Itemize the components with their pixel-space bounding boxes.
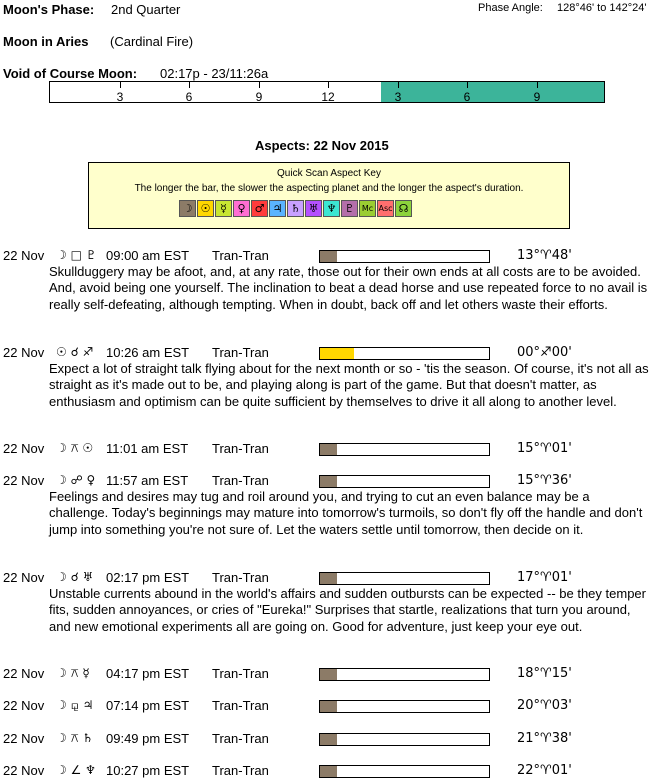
entry-date: 22 Nov [3,731,45,746]
moon-phase-label: Moon's Phase: [3,2,95,17]
entry-aspect-glyphs: ☽ ⚻ ☿ [56,666,90,680]
entry-duration-fill [320,573,337,584]
entry-duration-bar [319,765,490,778]
entry-position: 21°♈38' [517,731,572,746]
neptune-icon: ♆ [323,200,340,217]
entry-type: Tran-Tran [212,248,269,263]
voc-tick [537,82,538,88]
voc-tick-label: 9 [255,90,263,104]
voc-tick [120,82,121,88]
voc-tick-label: 12 [321,90,335,104]
entry-aspect-glyphs: ☽ ⚻ ☉ [56,441,94,455]
entry-duration-fill [320,701,337,712]
voc-tick [259,82,260,88]
aspects-title: Aspects: 22 Nov 2015 [255,138,389,153]
entry-date: 22 Nov [3,763,45,778]
entry-position: 15°♈36' [517,473,572,488]
entry-duration-fill [320,669,337,680]
void-of-course-label: Void of Course Moon: [3,66,138,81]
entry-date: 22 Nov [3,473,45,488]
entry-type: Tran-Tran [212,473,269,488]
entry-duration-fill [320,476,337,487]
entry-duration-fill [320,766,337,777]
venus-icon: ♀ [233,200,250,217]
entry-position: 13°♈48' [517,248,572,263]
entry-duration-fill [320,444,337,455]
entry-type: Tran-Tran [212,731,269,746]
entry-time: 02:17 pm EST [106,570,190,585]
entry-time: 10:27 pm EST [106,763,190,778]
aspect-key-swatches [179,200,413,217]
aspect-key-box [88,162,570,229]
voc-tick-label: 3 [394,90,402,104]
uranus-icon: ♅ [305,200,322,217]
entry-description: Unstable currents abound in the world's affairs and sudden outbursts can be expected -- be they temper fits, sudden annoyances, or cries of "Eureka!" Surprises that startle, realizations that turn you around, and new emotional experiments all are going on. Good for adventure, just keep your eye out. [49,586,646,634]
entry-description: Feelings and desires may tug and roil around you, and trying to cut an even balance may be a challenge. Today's beginnings may mature into tomorrow's turmoils, so don't fly off the handle and don't jump into something you're not sure of. Let the waters settle until tomorrow, then decide on it. [49,489,643,537]
entry-aspect-glyphs: ☽ ☌ ♅ [56,570,94,584]
pluto-icon: ♇ [341,200,358,217]
entry-type: Tran-Tran [212,570,269,585]
entry-aspect-glyphs: ☽ ⚼ ♃ [56,698,94,712]
aspect-key-subtitle: The longer the bar, the slower the aspecting planet and the longer the aspect's duration. [134,183,524,194]
voc-tick [189,82,190,88]
voc-tick-label: 6 [463,90,471,104]
entry-duration-bar [319,347,490,360]
jupiter-icon: ♃ [269,200,286,217]
entry-duration-bar [319,700,490,713]
entry-aspect-glyphs: ☽ ☍ ♀ [56,473,96,487]
void-of-course-bar [49,81,605,103]
entry-date: 22 Nov [3,666,45,681]
entry-date: 22 Nov [3,441,45,456]
void-of-course-value: 02:17p - 23/11:26a [160,66,269,81]
entry-date: 22 Nov [3,345,45,360]
entry-type: Tran-Tran [212,666,269,681]
entry-time: 04:17 pm EST [106,666,190,681]
voc-tick-label: 9 [533,90,541,104]
aspect-key-title: Quick Scan Aspect Key [277,168,381,179]
mars-icon: ♂ [251,200,268,217]
entry-position: 17°♈01' [517,570,572,585]
entry-position: 20°♈03' [517,698,572,713]
entry-aspect-glyphs: ☽ ∠ ♆ [56,763,96,777]
entry-position: 00°♐00' [517,345,572,360]
entry-duration-fill [320,734,337,745]
entry-type: Tran-Tran [212,763,269,778]
entry-type: Tran-Tran [212,441,269,456]
entry-duration-bar [319,250,490,263]
entry-duration-bar [319,572,490,585]
phase-angle-label: Phase Angle: [478,2,543,14]
moon-phase-value: 2nd Quarter [111,2,181,17]
midheaven-icon: Mc [359,200,376,217]
voc-tick-label: 3 [116,90,124,104]
entry-description: Expect a lot of straight talk flying about for the next month or so - 'tis the season. Of course, it's not all as straight as it's made out to be, and playing along is part of the game. But that doesn't matter, as enthusiasm and optimism can be quite sufficient by themselves to drive it all along to another level. [49,361,649,409]
entry-date: 22 Nov [3,698,45,713]
entry-duration-bar [319,443,490,456]
entry-aspect-glyphs: ☽ ⚻ ♄ [56,731,94,745]
entry-duration-fill [320,251,337,262]
entry-time: 09:00 am EST [106,248,190,263]
entry-time: 11:01 am EST [106,441,189,456]
entry-time: 10:26 am EST [106,345,190,360]
node-icon: ☊ [395,200,412,217]
entry-time: 11:57 am EST [106,473,189,488]
entry-aspect-glyphs: ☽ □ ♇ [56,248,97,262]
entry-position: 22°♈01' [517,763,572,778]
moon-icon: ☽ [179,200,196,217]
mercury-icon: ☿ [215,200,232,217]
entry-date: 22 Nov [3,248,45,263]
entry-position: 18°♈15' [517,666,572,681]
ascendant-icon: Asc [377,200,394,217]
entry-aspect-glyphs: ☉ ☌ ♐ [56,345,94,359]
entry-position: 15°♈01' [517,441,572,456]
voc-tick [467,82,468,88]
moon-sign-detail: (Cardinal Fire) [110,34,194,49]
saturn-icon: ♄ [287,200,304,217]
entry-duration-bar [319,733,490,746]
entry-date: 22 Nov [3,570,45,585]
entry-duration-bar [319,475,490,488]
entry-type: Tran-Tran [212,345,269,360]
entry-duration-bar [319,668,490,681]
phase-angle-value: 128°46' to 142°24' [557,2,647,14]
entry-duration-fill [320,348,354,359]
void-of-course-fill [381,82,604,102]
entry-time: 09:49 pm EST [106,731,190,746]
moon-sign-label: Moon in Aries [3,34,89,49]
voc-tick [398,82,399,88]
entry-description: Skullduggery may be afoot, and, at any rate, those out for their own ends at all costs are to be avoided. And, avoid being one yourself. The inclination to beat a dead horse and use repeated force to no avail is really self-defeating, although tempting. When in doubt, back off and let others waste their efforts. [49,264,648,312]
voc-tick [328,82,329,88]
voc-tick-label: 6 [185,90,193,104]
entry-type: Tran-Tran [212,698,269,713]
sun-icon: ☉ [197,200,214,217]
entry-time: 07:14 pm EST [106,698,190,713]
